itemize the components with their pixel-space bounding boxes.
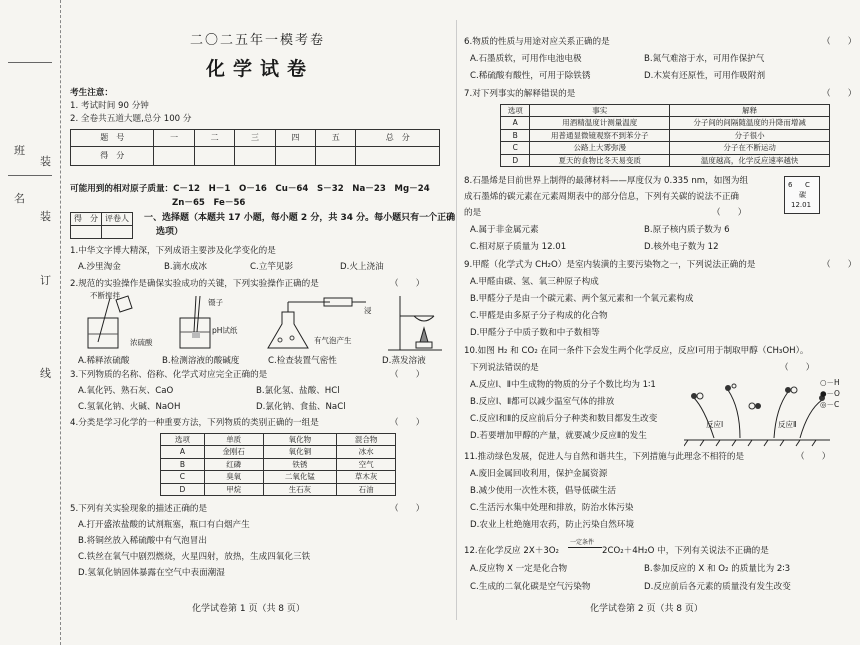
binding-line [8, 175, 52, 176]
binding-label-class: 班 [14, 144, 25, 157]
q7-cell: 夏天的食物比冬天易变质 [530, 154, 670, 166]
q3-paren: （ ） [390, 370, 425, 380]
q6-paren: （ ） [822, 37, 857, 47]
q4-cell: 臭氧 [204, 471, 263, 483]
q2-stem: 2.规范的实验操作是确保实验成功的关键，下列实验操作正确的是 [70, 279, 319, 289]
q4-cell: 氧化物 [263, 434, 337, 446]
q11-option-d: D.农业上杜绝施用农药，防止污染自然环境 [470, 520, 635, 530]
q11-paren: （ ） [796, 452, 831, 462]
binding-label-name: 名 [14, 192, 25, 205]
q2-option-a: A.稀释浓硫酸 [78, 356, 130, 366]
score-input [275, 147, 315, 166]
page-1-footer: 化学试卷第 1 页（共 8 页） [192, 604, 305, 614]
score-input [154, 147, 194, 166]
page-2-footer: 化学试卷第 2 页（共 8 页） [590, 604, 703, 614]
q9-stem: 9.甲醛（化学式为 CH₂O）是室内装潢的主要污染物之一，下列说法正确的是 [464, 260, 756, 270]
q4-cell: 冰水 [337, 446, 396, 458]
q4-cell: 生石灰 [263, 483, 337, 495]
q1-stem: 1.中华文字博大精深，下列成语主要涉及化学变化的是 [70, 246, 276, 256]
q2-fig-label: 镊子 [208, 298, 223, 307]
q8-option-c: C.相对原子质量为 12.01 [470, 242, 567, 252]
score-cell: 五 [316, 130, 356, 147]
q8-stem-3: 的是 [464, 208, 482, 218]
q9-paren: （ ） [822, 260, 857, 270]
score-input [194, 147, 234, 166]
q2-fig-label: 有气泡产生 [314, 336, 352, 345]
q10-option-d: D.若要增加甲醇的产量，就要减少反应Ⅱ的发生 [470, 431, 647, 441]
q7-cell: 解释 [670, 105, 830, 117]
q11-option-b: B.减少使用一次性木筷，倡导低碳生活 [470, 486, 617, 496]
q3-stem: 3.下列物质的名称、俗称、化学式对应完全正确的是 [70, 370, 268, 380]
binding-margin [0, 0, 61, 645]
q10-option-a: A.反应Ⅰ、Ⅱ中生成物的物质的分子个数比均为 1∶1 [470, 380, 656, 390]
grader-cell: 得 分 [71, 213, 102, 226]
grader-table [70, 212, 133, 239]
q8-option-d: D.核外电子数为 12 [644, 242, 719, 252]
note-1: 1. 考试时间 90 分钟 [70, 101, 149, 111]
q4-stem: 4.分类是学习化学的一种重要方法，下列物质的类别正确的一组是 [70, 418, 319, 428]
grader-input [102, 226, 133, 239]
q4-cell: 金刚石 [204, 446, 263, 458]
score-cell: 总 分 [356, 130, 440, 147]
element-symbol: C [805, 181, 810, 189]
q12-condition: 一定条件 [570, 539, 595, 546]
q7-cell: 公路上大雾弥漫 [530, 142, 670, 154]
q5-stem: 5.下列有关实验现象的描述正确的是 [70, 504, 208, 514]
q4-cell: 单质 [204, 434, 263, 446]
q1-option-b: B.滴水成冰 [164, 262, 208, 272]
q7-cell: 选项 [501, 105, 530, 117]
q2-fig-label: 浸 [364, 306, 372, 315]
q2-option-c: C.检查装置气密性 [268, 356, 337, 366]
element-mass: 12.01 [791, 201, 812, 209]
q4-cell: D [161, 483, 205, 495]
q9-option-a: A.甲醛由碳、氢、氧三种原子构成 [470, 277, 599, 287]
element-name: 碳 [799, 191, 806, 199]
grader-cell: 评卷人 [102, 213, 133, 226]
q4-paren: （ ） [390, 418, 425, 428]
q7-cell: 用酒精温度计测量温度 [530, 117, 670, 129]
q3-option-d: D.氯化钠、食盐、NaCl [256, 402, 346, 412]
q9-option-b: B.甲醛分子是由一个碳元素、两个氢元素和一个氧元素构成 [470, 294, 694, 304]
notes-heading: 考生注意： [70, 88, 113, 98]
q11-stem: 11.推动绿色发展，促进人与自然和谐共生，下列措施与此理念不相符的是 [464, 452, 745, 462]
q1-option-c: C.立竿见影 [250, 262, 294, 272]
q7-cell: B [501, 129, 530, 141]
q12-arrow [568, 545, 602, 548]
score-cell: 一 [154, 130, 194, 147]
q10-legend-o: ●－O [820, 389, 840, 398]
q4-cell: 草木灰 [337, 471, 396, 483]
q10-reaction-diagram [684, 378, 834, 448]
q11-option-a: A.废旧金属回收利用，保护金属资源 [470, 469, 608, 479]
binding-line [8, 62, 52, 63]
q4-table [160, 433, 396, 496]
atomic-mass-line-1: 可能用到的相对原子质量：C－12 H－1 O－16 Cu－64 S－32 Na－23 Mg－24 [70, 184, 430, 194]
q6-option-b: B.氮气难溶于水，可用作保护气 [644, 54, 765, 64]
page-2 [462, 0, 857, 645]
q7-cell: 温度越高，化学反应速率越快 [670, 154, 830, 166]
q7-stem: 7.对下列事实的解释错误的是 [464, 89, 576, 99]
q8-paren: （ ） [712, 208, 747, 218]
q4-cell: 氧化铜 [263, 446, 337, 458]
q5-option-b: B.将铜丝放入稀硫酸中有气泡冒出 [78, 536, 207, 546]
q1-option-d: D.火上浇油 [340, 262, 384, 272]
q2-figures [70, 292, 450, 356]
q2-fig-label: 浓硫酸 [130, 338, 153, 347]
exam-title: 二〇二五年一模考卷 [190, 33, 326, 48]
q9-option-c: C.甲醛是由多原子分子构成的化合物 [470, 311, 608, 321]
q5-paren: （ ） [390, 504, 425, 514]
q3-option-a: A.氧化钙、熟石灰、CaO [78, 386, 174, 396]
q2-option-b: B.检测溶液的酸碱度 [162, 356, 240, 366]
score-table [70, 129, 440, 166]
q5-option-a: A.打开盛浓盐酸的试剂瓶塞，瓶口有白烟产生 [78, 520, 250, 530]
q7-cell: C [501, 142, 530, 154]
score-cell: 三 [235, 130, 275, 147]
q10-option-c: C.反应Ⅰ和Ⅱ的反应前后分子种类和数目都发生改变 [470, 414, 658, 424]
q4-cell: 空气 [337, 458, 396, 470]
q5-option-d: D.氢氧化钠固体暴露在空气中表面潮湿 [78, 568, 225, 578]
q8-option-b: B.原子核内质子数为 6 [644, 225, 730, 235]
q4-cell: B [161, 458, 205, 470]
q8-stem-2: 成石墨烯的碳元素在元素周期表中的部分信息，下列有关碳的说法不正确 [464, 192, 740, 202]
q2-paren: （ ） [390, 279, 425, 289]
q10-fig-label: 反应Ⅰ [706, 420, 724, 429]
section1-title: 一、选择题（本题共 17 小题，每小题 2 分，共 34 分。每小题只有一个正确 [144, 213, 456, 223]
q8-option-a: A.属于非金属元素 [470, 225, 539, 235]
q4-cell: 选项 [161, 434, 205, 446]
q2-fig-label: pH试纸 [212, 326, 238, 335]
q12-stem-pre: 12.在化学反应 2X＋3O₂ [464, 546, 559, 556]
q10-paren: （ ） [780, 363, 815, 373]
q7-cell: 分子在不断运动 [670, 142, 830, 154]
q12-option-a: A.反应物 X 一定是化合物 [470, 564, 568, 574]
q10-stem-1: 10.如图 H₂ 和 CO₂ 在同一条件下会发生两个化学反应，反应Ⅰ可用于制取甲醇（CH₃OH）。 [464, 346, 809, 356]
subject-title: 化学试卷 [206, 58, 315, 80]
binding-label-ding: 订 [40, 274, 51, 287]
q9-option-d: D.甲醛分子中质子数和中子数相等 [470, 328, 600, 338]
binding-label-zhuang: 装 [40, 155, 51, 168]
q10-legend-h: ○－H [820, 378, 840, 387]
q7-cell: 分子间的间隔随温度的升降而增减 [670, 117, 830, 129]
q7-cell: 分子很小 [670, 129, 830, 141]
score-input [356, 147, 440, 166]
page-divider [456, 20, 457, 620]
q12-stem-post: 2CO₂＋4H₂O 中，下列有关说法不正确的是 [602, 546, 769, 556]
q5-option-c: C.铁丝在氧气中剧烈燃烧，火星四射，放热，生成四氧化三铁 [78, 552, 311, 562]
score-cell: 题 号 [71, 130, 154, 147]
q1-option-a: A.沙里淘金 [78, 262, 121, 272]
q12-option-c: C.生成的二氧化碳是空气污染物 [470, 582, 591, 592]
q12-option-d: D.反应前后各元素的质量没有发生改变 [644, 582, 791, 592]
score-input [316, 147, 356, 166]
q6-option-d: D.木炭有还原性，可用作吸附剂 [644, 71, 766, 81]
atomic-mass-line-2: Zn－65 Fe－56 [172, 198, 246, 208]
score-cell: 四 [275, 130, 315, 147]
q4-cell: 石油 [337, 483, 396, 495]
q8-stem-1: 8.石墨烯是目前世界上制得的最薄材料——厚度仅为 0.335 nm，如图为组 [464, 176, 749, 186]
q6-option-c: C.稀硫酸有酸性，可用于除铁锈 [470, 71, 591, 81]
q4-cell: 铁锈 [263, 458, 337, 470]
q12-option-b: B.参加反应的 X 和 O₂ 的质量比为 2∶3 [644, 564, 791, 574]
q4-cell: 二氧化锰 [263, 471, 337, 483]
q11-option-c: C.生活污水集中处理和排放，防治水体污染 [470, 503, 634, 513]
q3-option-c: C.氢氧化钠、火碱、NaOH [78, 402, 181, 412]
q2-option-d: D.蒸发溶液 [382, 356, 426, 366]
q7-cell: D [501, 154, 530, 166]
grader-input [71, 226, 102, 239]
q4-cell: 红磷 [204, 458, 263, 470]
q4-cell: A [161, 446, 205, 458]
q7-cell: A [501, 117, 530, 129]
note-2: 2. 全卷共五道大题,总分 100 分 [70, 114, 192, 124]
score-input [235, 147, 275, 166]
q4-cell: 混合物 [337, 434, 396, 446]
q4-cell: 甲烷 [204, 483, 263, 495]
page-1 [64, 0, 454, 645]
q10-stem-2: 下列说法错误的是 [470, 363, 539, 373]
score-cell: 二 [194, 130, 234, 147]
section1-title-2: 选项） [156, 227, 184, 237]
q7-cell: 事实 [530, 105, 670, 117]
q6-option-a: A.石墨质软，可用作电池电极 [470, 54, 582, 64]
q7-table [500, 104, 830, 167]
q6-stem: 6.物质的性质与用途对应关系正确的是 [464, 37, 610, 47]
q7-paren: （ ） [822, 89, 857, 99]
element-card-carbon [784, 176, 820, 214]
q10-legend-c: ◎－C [820, 400, 840, 409]
q2-fig-label: 不断搅拌 [90, 291, 120, 300]
q3-option-b: B.氯化氢、盐酸、HCl [256, 386, 340, 396]
binding-label-xian: 线 [40, 367, 51, 380]
q7-cell: 用普通显微镜观察不到苯分子 [530, 129, 670, 141]
q4-cell: C [161, 471, 205, 483]
q10-option-b: B.反应Ⅰ、Ⅱ都可以减少温室气体的排放 [470, 397, 615, 407]
q10-fig-label: 反应Ⅱ [778, 420, 797, 429]
binding-label-zhuang-2: 装 [40, 210, 51, 223]
score-cell: 得 分 [71, 147, 154, 166]
element-number: 6 [788, 181, 793, 189]
